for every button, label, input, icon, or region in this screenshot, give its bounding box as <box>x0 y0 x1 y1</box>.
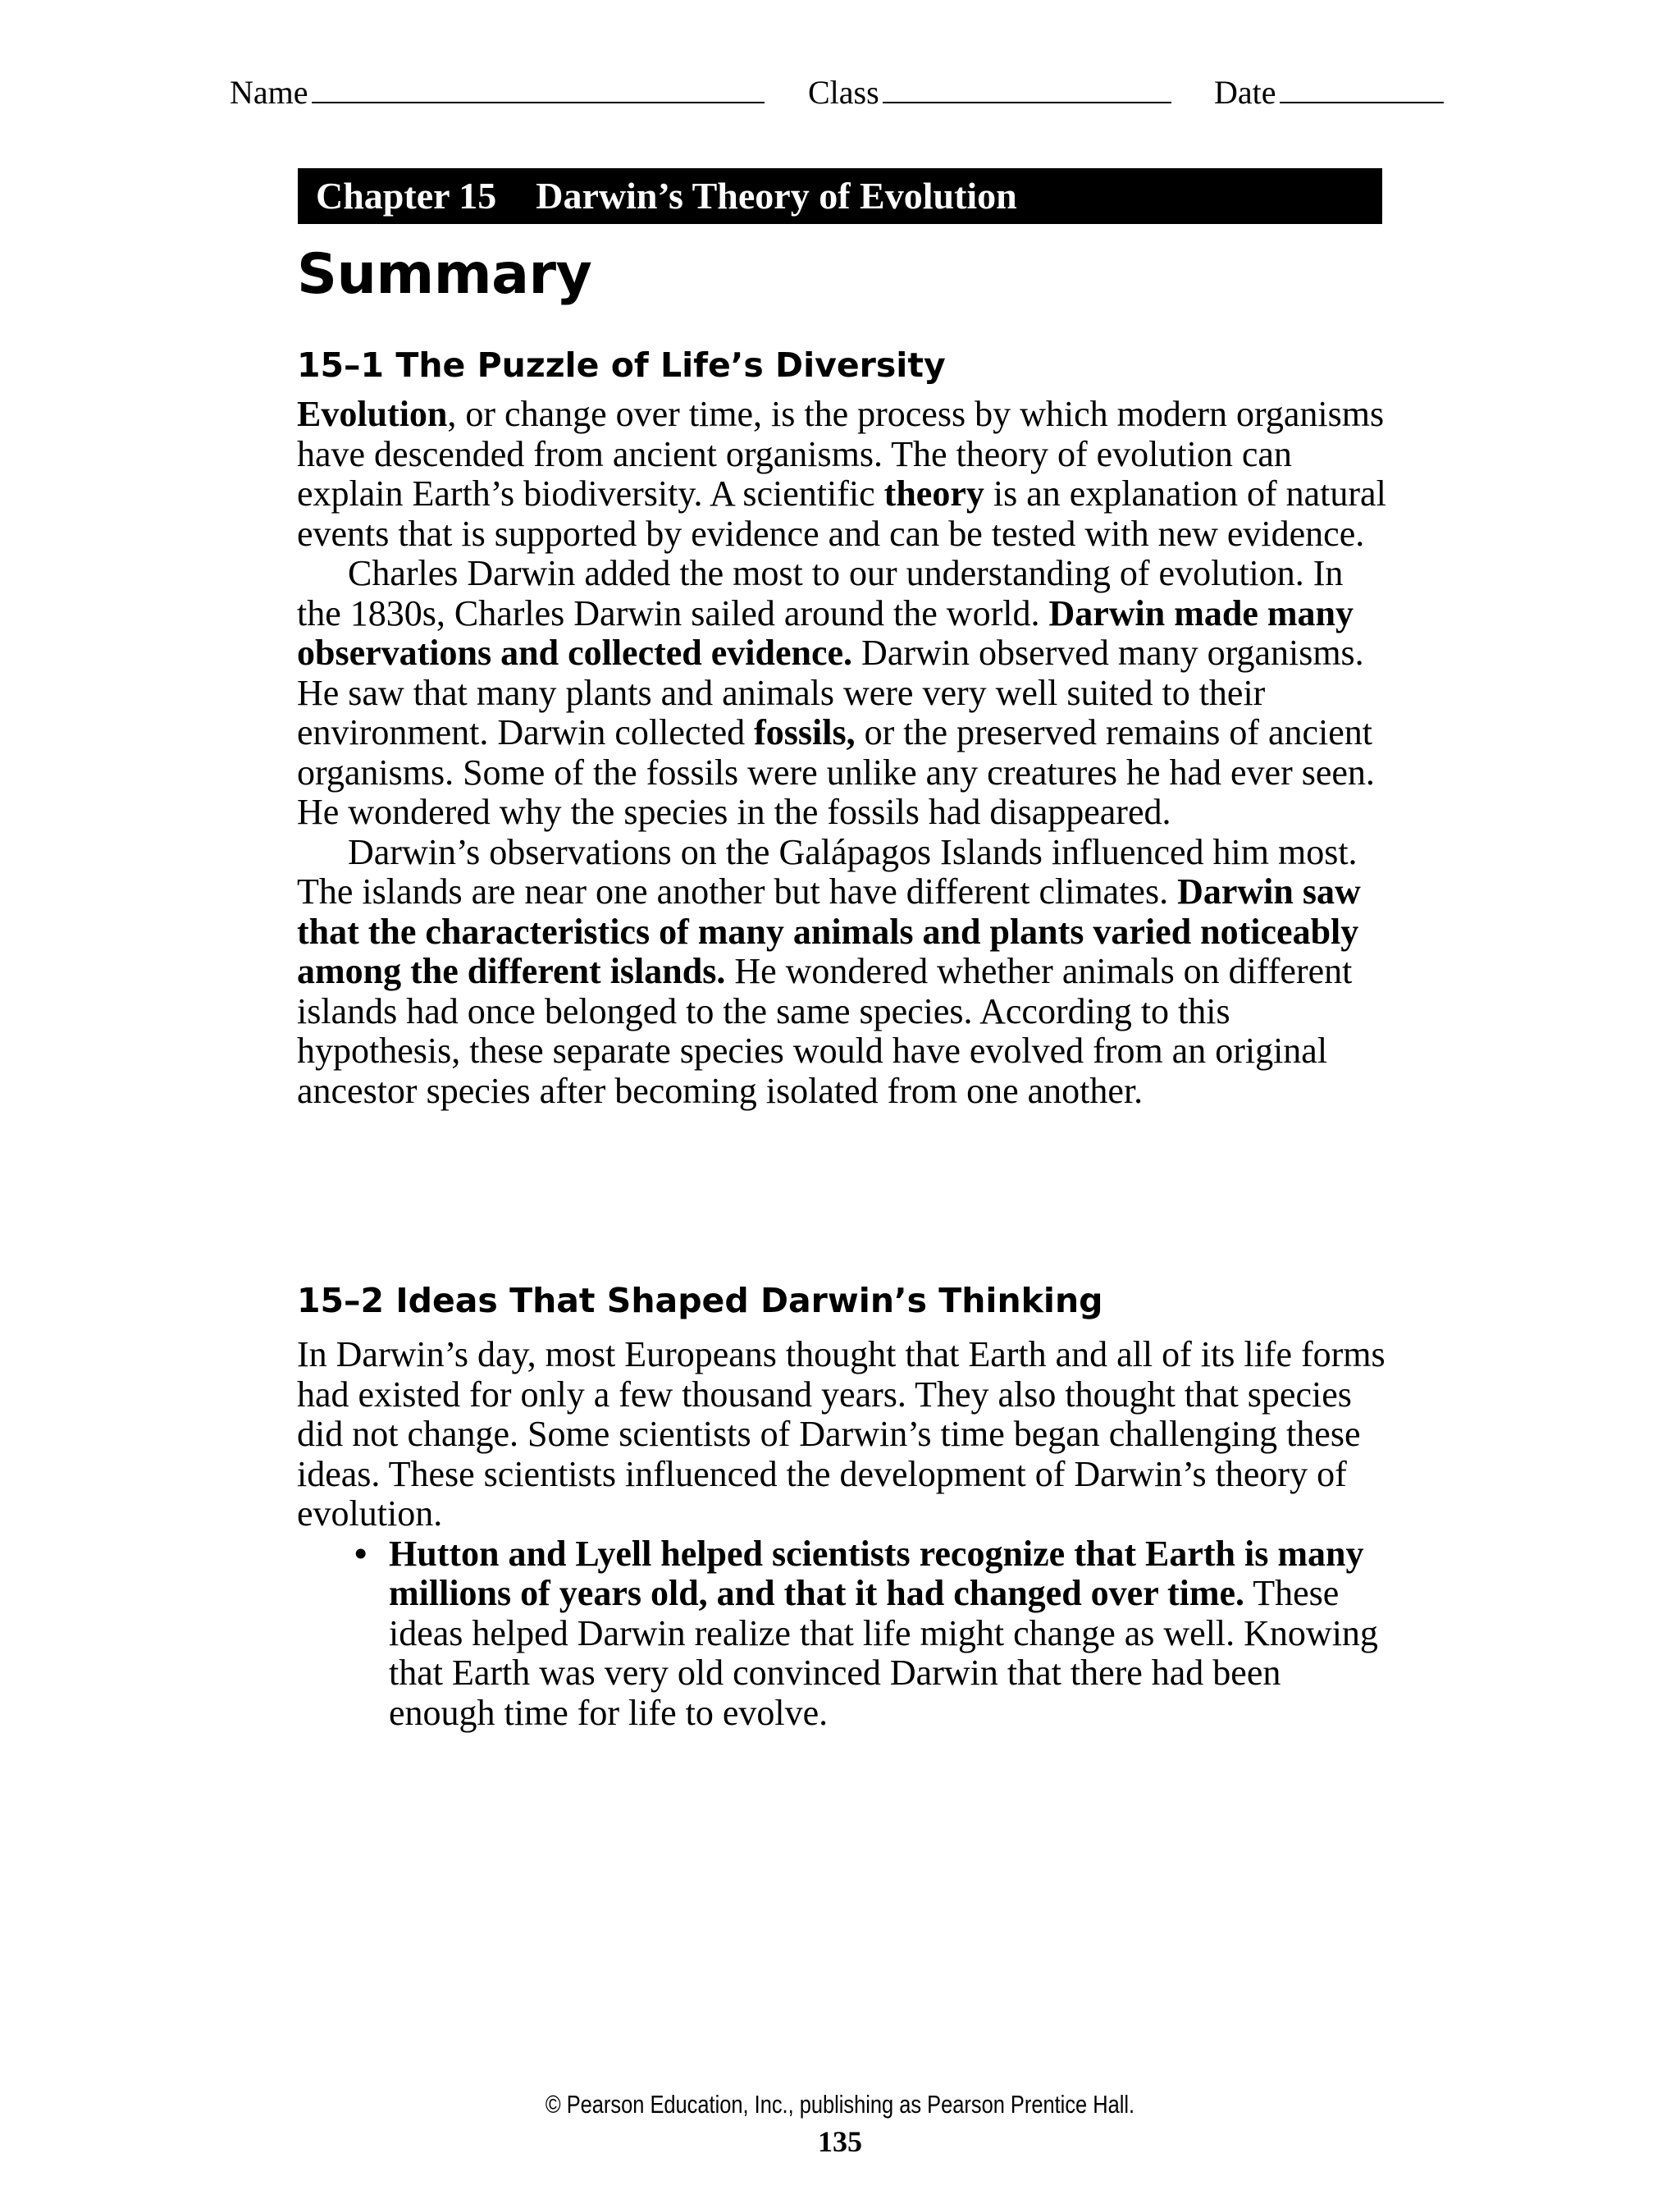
page-number: 135 <box>818 2125 862 2158</box>
bold-text-run: Darwin made many observations and collected evidence. <box>297 592 1354 673</box>
text-run: is an explanation of natural events that is supported by evidence and can be tested with new evidence. <box>297 473 1386 554</box>
text-run: In Darwin’s day, most Europeans thought that Earth and all of its life forms had existed for only a few thousand years. They also thought that species did not change. Some scientists of Darwin’s time began challenging these ideas. These scientists influenced the development of Darwin’s theory of evolution. <box>297 1334 1386 1534</box>
paragraph <box>297 395 1388 554</box>
header-fields <box>230 66 1460 115</box>
name-blank-line[interactable] <box>312 66 765 103</box>
text-run: Darwin observed many organisms. He saw that many plants and animals were very well suited to their environment. Darwin collected <box>297 633 1364 752</box>
class-label: Class <box>808 74 879 111</box>
page-title: Summary <box>297 242 592 307</box>
bullet-item <box>297 1534 1388 1734</box>
date-field[interactable] <box>1214 66 1444 117</box>
chapter-banner <box>298 168 1382 224</box>
section-heading-15-2: 15–2 Ideas That Shaped Darwin’s Thinking <box>297 1281 1103 1320</box>
text-run: Charles Darwin added the most to our understanding of evolution. In the 1830s, Charles Darwin sailed around the world. <box>297 553 1344 633</box>
bullet-list <box>297 1534 1388 1734</box>
chapter-title: Darwin’s Theory of Evolution <box>536 175 1017 217</box>
date-label: Date <box>1214 74 1276 111</box>
copyright-notice: © Pearson Education, Inc., publishing as Pearson Prentice Hall. <box>545 2090 1135 2119</box>
bullet-dot-icon: • <box>354 1533 368 1574</box>
section-body-15-2 <box>297 1335 1388 1733</box>
class-field[interactable] <box>808 66 1171 117</box>
chapter-number: Chapter 15 <box>316 175 497 217</box>
bold-text-run: Hutton and Lyell helped scientists recognize that Earth is many millions of years old, and that it had changed over time. <box>389 1533 1364 1613</box>
paragraph <box>297 833 1388 1112</box>
bold-text-run: Darwin saw that the characteristics of many animals and plants varied noticeably among the different islands. <box>297 871 1361 991</box>
paragraph <box>297 1335 1388 1534</box>
bold-text-run: fossils, <box>754 712 856 752</box>
text-run: These ideas helped Darwin realize that life might change as well. Knowing that Earth was very old convinced Darwin that there had been enough time for life to evolve. <box>389 1573 1378 1733</box>
class-blank-line[interactable] <box>883 66 1171 103</box>
name-field[interactable] <box>230 66 765 117</box>
bold-text-run: Evolution <box>297 394 448 434</box>
text-run: Darwin’s observations on the Galápagos Islands influenced him most. The islands are near one another but have different climates. <box>297 831 1358 912</box>
text-run: or the preserved remains of ancient organisms. Some of the fossils were unlike any creatures he had ever seen. He wondered why the species in the fossils had disappeared. <box>297 712 1375 832</box>
name-label: Name <box>230 74 308 111</box>
section-heading-15-1: 15–1 The Puzzle of Life’s Diversity <box>297 345 946 385</box>
bullet-text <box>389 1534 1378 1733</box>
paragraph <box>297 554 1388 833</box>
date-blank-line[interactable] <box>1280 66 1444 103</box>
text-run: , or change over time, is the process by which modern organisms have descended from ancient organisms. The theory of evolution can explain Earth’s biodiversity. A scientific <box>297 394 1385 514</box>
text-run: He wondered whether animals on different islands had once belonged to the same species. According to this hypothesis, these separate species would have evolved from an original ancestor species after becoming isolated from one another. <box>297 951 1353 1111</box>
bold-text-run: theory <box>883 473 984 514</box>
section-body-15-1 <box>297 395 1388 1111</box>
